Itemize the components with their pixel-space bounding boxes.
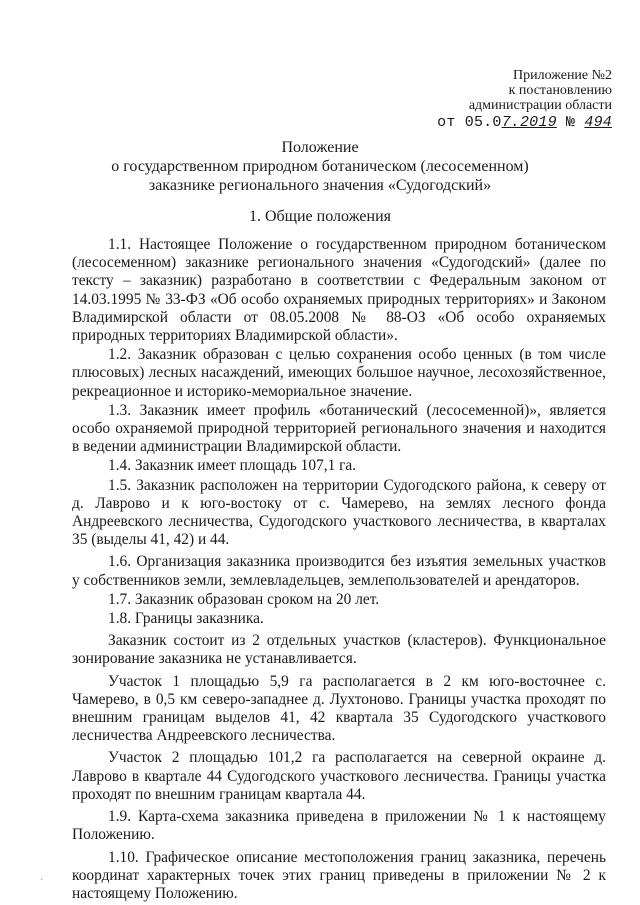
document-body: [72, 236, 606, 904]
paragraph-1-2: 1.2. Заказник образован с целью сохранения особо ценных (в том числе плюсовых) лесных насаждений, имеющих большое научное, лесохозяйственное, рекреационное и историко-мемориальное значение.: [72, 346, 606, 400]
paragraph-clusters: Заказник состоит из 2 отдельных участков (кластеров). Функциональное зонирование заказника не устанавливается.: [72, 632, 606, 668]
attachment-line-1: Приложение №2: [513, 68, 612, 83]
paragraph-1-1: 1.1. Настоящее Положение о государственном природном ботаническом (лесосеменном) заказнике регионального значения «Судогодский» (далее по тексту – заказник) разработано в соответствии с Федеральным законом от 14.03.1995 № 33-ФЗ «Об особо охраняемых природных территориях» и Законом Владимирской области от 08.05.2008 № 88-ОЗ «Об особо охраняемых природных территориях Владимирской области».: [72, 236, 606, 345]
paragraph-1-7: 1.7. Заказник образован сроком на 20 лет.: [108, 590, 380, 608]
paragraph-1-3: 1.3. Заказник имеет профиль «ботанический (лесосеменной)», является особо охраняемой природной территорией регионального значения и находится в ведении администрации Владимирской области.: [72, 401, 606, 456]
section-heading: 1. Общие положения: [248, 208, 392, 225]
paragraph-1-8: 1.8. Границы заказника.: [108, 610, 264, 628]
attachment-header: [437, 68, 612, 130]
paragraph-1-9: 1.9. Карта-схема заказника приведена в приложении № 1 к настоящему Положению.: [72, 808, 606, 844]
paragraph-1-5: 1.5. Заказник расположен на территории Судогодского района, к северу от д. Лаврово и к юго-востоку от с. Чамерево, на землях лесного фонда Андреевского лесничества, Судогодского участкового лесничества, в кварталах 35 (выделы 41, 42) и 44.: [72, 476, 606, 549]
paragraph-1-6: 1.6. Организация заказника производится без изъятия земельных участков у собственников земли, землевладельцев, землепользователей и арендаторов.: [72, 553, 606, 589]
paragraph-plot-2: Участок 2 площадью 101,2 га располагается на северной окраине д. Лаврово в квартале 44 Судогодского участкового лесничества. Границы участка проходят по внешним границам квартала 44.: [72, 749, 606, 803]
attachment-line-3: администрации области: [468, 98, 612, 113]
attachment-date-line: [437, 115, 612, 130]
number-handwritten: 494: [584, 114, 612, 131]
number-prefix: №: [556, 114, 585, 131]
scan-speck: ·: [40, 875, 44, 886]
date-handwritten: 7.2019: [501, 114, 557, 131]
paragraph-1-4: 1.4. Заказник имеет площадь 107,1 га.: [108, 457, 357, 475]
paragraph-1-10: 1.10. Графическое описание местоположения границ заказника, перечень координат характерных точек этих границ приведены в приложении № 2 к настоящему Положению.: [72, 848, 606, 902]
attachment-line-2: к постановлению: [508, 83, 612, 98]
document-title: [0, 138, 640, 195]
title-line-1: Положение: [281, 139, 359, 156]
date-prefix: от 05.0: [437, 114, 502, 131]
paragraph-plot-1: Участок 1 площадью 5,9 га располагается в 2 км юго-восточнее с. Чамерево, в 0,5 км северо-западнее д. Лухтоново. Границы участка проходят по внешним границам выделов 41, 42 квартала 35 Судогодского участкового лесничества Андреевского лесничества.: [72, 672, 606, 745]
title-line-3: заказнике регионального значения «Судогодский»: [148, 177, 492, 194]
title-line-2: о государственном природном ботаническом (лесосеменном): [111, 158, 529, 175]
